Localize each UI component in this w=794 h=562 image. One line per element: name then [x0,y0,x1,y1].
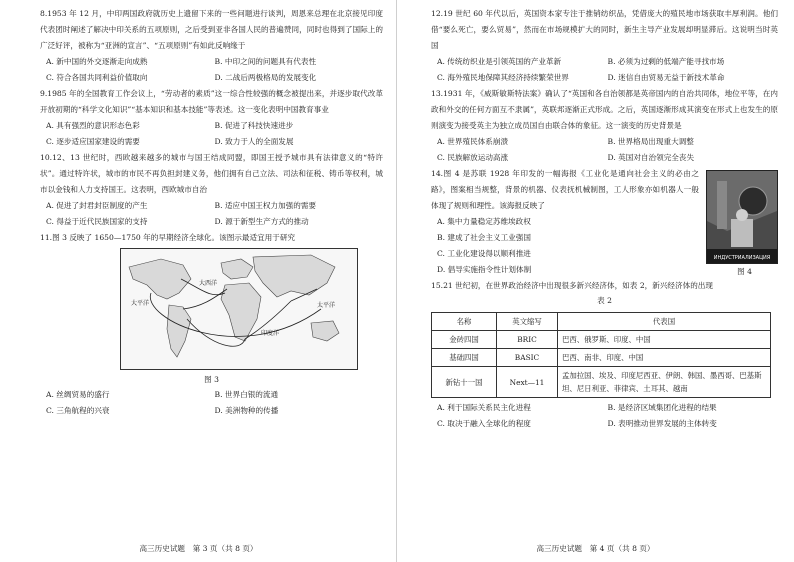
option-a: A. 新中国的外交逐渐走向成熟 [46,57,148,66]
table-row [432,331,771,349]
option-d: D. 表明推动世界发展的主体转变 [607,419,717,428]
australia-shape [311,321,339,341]
option-d: D. 英国对自治领完全丧失 [607,153,695,162]
cell-countries: 孟加拉国、埃及、印度尼西亚、伊朗、韩国、墨西哥、巴基斯坦、尼日利亚、菲律宾、土耳其、越南 [558,367,771,398]
option-a: A. 丝绸贸易的盛行 [46,390,110,399]
question-10-options [40,198,383,230]
south-america-shape [167,305,191,357]
poster-graphic [707,171,777,263]
world-map-graphic [121,249,357,369]
cell-abbreviation: BRIC [497,331,558,349]
option-b: B. 是经济区域集团化进程的结果 [607,403,717,412]
question-8: 8.1953 年 12 月，中印两国政府就历史上遗留下来的一些问题进行谈判，周恩来总理在北京接见印度代表团时阐述了解决中印关系的五项原则，之后受到亚非各国人民的普遍赞同，同时也得到了国际上的广泛好评，被称为“亚洲的宣言”、“五项原则”有如此反响缘于 [40,9,383,50]
figure-4-caption: 图 4 [737,267,752,276]
question-8-options [40,54,383,86]
cell-abbreviation: Next—11 [497,367,558,398]
europe-shape [221,259,253,279]
question-14-options [431,214,699,278]
table-2-title: 表 2 [597,296,612,305]
question-14: 14.图 4 是苏联 1928 年印发的一幅海报《工业化是通向社会主义的必由之路》，图案相当规整，背景的机器、仪表抚机械制图，工人形象亦如机器人一般体现了规则和理性。该海报反映了 [431,169,699,210]
option-a: A. 集中力量稳定苏维埃政权 [437,217,531,226]
question-12-options [431,54,778,86]
question-14-block [431,166,778,278]
question-11-options [40,387,383,419]
option-d: D. 美洲物种的传播 [214,406,279,415]
option-a: A. 利于国际关系民主化进程 [437,403,531,412]
option-d: D. 迷信自由贸易无益于新技术革命 [607,73,725,82]
cell-abbreviation: BASIC [497,349,558,367]
option-c: C. 逐步适应国家建设的需要 [46,137,140,146]
map-label-atlantic: 大西洋 [199,280,218,287]
option-c: C. 海外殖民地保障其经济持续繁荣世界 [437,73,569,82]
cell-name: 金砖四国 [432,331,497,349]
table-row [432,349,771,367]
option-b: B. 必须为过剩的低端产能寻找市场 [607,57,725,66]
option-c: C. 三角航程的兴衰 [46,406,110,415]
option-b: B. 中印之间的问题具有代表性 [214,57,317,66]
page-footer: 高三历史试题 第 3 页（共 8 页） [139,544,258,553]
option-c: C. 符合各国共同利益价值取向 [46,73,148,82]
right-page [397,0,794,562]
asia-shape [253,255,335,297]
option-b: B. 适应中国王权力加强的需要 [214,201,317,210]
cell-name: 新钻十一国 [432,367,497,398]
question-11: 11.图 3 反映了 1650—1750 年的早期经济全球化。该图示最适宜用于研究 [40,233,296,242]
question-13: 13.1931 年，《威斯敏斯特法案》确认了“英国和各自治领都是英帝国内的自治共同体，地位平等，在内政和外交的任何方面互不隶属”，英联邦逐渐正式形成。之后，英国逐渐形成其演变在形式上也发生的原则演变为接受英主为独立成员国自由联合体的象征。这一演变的历史背景是 [431,89,778,130]
map-label-pacific-west: 大平洋 [131,300,150,307]
map-label-pacific-east: 太平洋 [317,302,336,309]
option-a: A. 促进了封君封臣制度的产生 [46,201,148,210]
map-label-indian-ocean: 印度洋 [261,330,280,337]
option-a: A. 传统纺织业是引领英国的产业革新 [437,57,562,66]
question-9-options [40,118,383,150]
question-12: 12.19 世纪 60 年代以后，英国资本家专注于推销纺织品，凭借庞大的殖民地市场获取丰厚利润。他们借“要么死亡，要么贸易”，然而在市场规模扩大的同时，新生主导产业发展却明显滞后。这说明当时英国 [431,9,778,50]
cell-countries: 巴西、南非、印度、中国 [558,349,771,367]
header-abbreviation: 英文缩写 [497,313,558,331]
option-b: B. 促进了科技快速进步 [214,121,294,130]
option-d: D. 源于新型生产方式的推动 [214,217,309,226]
poster-slogan: ИНДУСТРИАЛИЗАЦИЯ [713,255,771,261]
option-b: B. 世界白银的流通 [214,390,279,399]
question-9: 9.1985 年的全国教育工作会议上，“劳动者的素质”这一综合性较强的概念被提出来，并逐步取代改革开放初期的“科学文化知识”“基本知识和基本技能”等表述。这一变化表明中国教育事业 [40,89,383,114]
world-trade-map [120,248,358,370]
emerging-economies-table [431,312,771,398]
option-d: D. 二战后两极格局的发展变化 [214,73,317,82]
header-name: 名称 [432,313,497,331]
figure-3-caption: 图 3 [204,375,219,384]
option-a: A. 世界殖民体系崩溃 [437,137,509,146]
question-10: 10.12、13 世纪时，西欧越来越多的城市与国王结成同盟，即国王授予城市具有法律意义的“特许状”。通过特许状，城市的市民不再负担封建义务，他们拥有自己立法、司法和征税、铸币等权利，城市以金钱和人力支持国王。这表明，西欧城市自治 [40,153,383,194]
option-c: C. 工业化建设得以顺利推进 [437,249,531,258]
cell-name: 基础四国 [432,349,497,367]
option-c: C. 得益于近代民族国家的支持 [46,217,148,226]
option-b: B. 建成了社会主义工业强国 [437,233,531,242]
table-row [432,367,771,398]
page-footer: 高三历史试题 第 4 页（共 8 页） [536,544,655,553]
question-15: 15.21 世纪初，在世界政治经济中出现很多新兴经济体，如表 2，新兴经济体的出现 [431,281,713,290]
option-c: C. 民族解放运动高涨 [437,153,509,162]
option-c: C. 取决于融入全球化的程度 [437,419,531,428]
option-d: D. 倡导实施指令性计划体制 [437,265,532,274]
question-15-options [431,400,778,432]
soviet-poster-image [706,170,778,264]
option-a: A. 具有强烈的意识形态色彩 [46,121,140,130]
table-header-row [432,313,771,331]
question-13-options [431,134,778,166]
option-b: B. 世界格局出现重大调整 [607,137,694,146]
cell-countries: 巴西、俄罗斯、印度、中国 [558,331,771,349]
option-d: D. 致力于人的全面发展 [214,137,294,146]
header-countries: 代表国 [558,313,771,331]
